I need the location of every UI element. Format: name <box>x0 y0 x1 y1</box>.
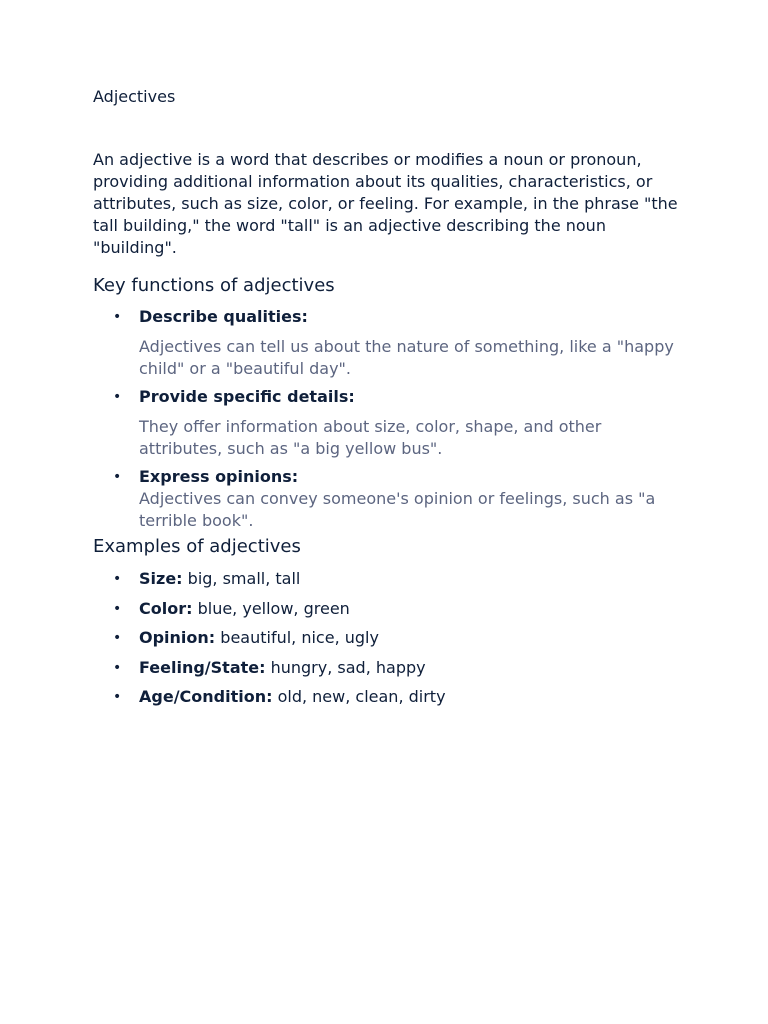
document-page <box>93 86 683 708</box>
bullet-icon: • <box>113 309 122 325</box>
example-category: Opinion: <box>139 628 216 647</box>
example-category: Size: <box>139 569 183 588</box>
bullet-icon: • <box>113 659 122 676</box>
list-item <box>93 686 683 708</box>
list-item <box>93 466 683 532</box>
function-term: Describe qualities: <box>139 307 308 326</box>
function-term: Provide specific details: <box>139 387 355 406</box>
example-words: hungry, sad, happy <box>265 657 426 677</box>
function-description: Adjectives can tell us about the nature of something, like a "happy child" or a "beautiful day". <box>139 337 674 378</box>
bullet-icon: • <box>113 689 122 705</box>
key-functions-list <box>93 306 683 532</box>
example-category: Color: <box>139 598 193 618</box>
function-term: Express opinions: <box>139 467 299 486</box>
list-item <box>93 627 683 649</box>
list-item <box>93 568 683 590</box>
function-description: They offer information about size, color, shape, and other attributes, such as "a big yellow bus". <box>139 417 602 458</box>
examples-heading: Examples of adjectives <box>93 536 301 557</box>
example-category: Feeling/State: <box>139 657 266 677</box>
list-item <box>93 306 683 380</box>
example-words: beautiful, nice, ugly <box>215 628 379 647</box>
intro-paragraph: An adjective is a word that describes or modifies a noun or pronoun, providing additional information about its qualities, characteristics, or attributes, such as size, color, or feeling. For example, in the phrase "the tall building," the word "tall" is an adjective describing the noun "building". <box>93 150 678 257</box>
list-item <box>93 598 683 620</box>
bullet-icon: • <box>113 389 122 405</box>
list-item <box>93 386 683 460</box>
document-title: Adjectives <box>93 87 176 106</box>
example-words: old, new, clean, dirty <box>272 687 446 706</box>
bullet-icon: • <box>113 600 122 617</box>
key-functions-heading: Key functions of adjectives <box>93 275 335 296</box>
example-words: blue, yellow, green <box>192 598 350 618</box>
bullet-icon: • <box>113 469 122 485</box>
function-description: Adjectives can convey someone's opinion or feelings, such as "a terrible book". <box>139 489 656 530</box>
bullet-icon: • <box>113 571 122 587</box>
examples-list <box>93 568 683 708</box>
example-category: Age/Condition: <box>139 687 273 706</box>
list-item <box>93 657 683 679</box>
bullet-icon: • <box>113 630 122 646</box>
example-words: big, small, tall <box>182 569 301 588</box>
